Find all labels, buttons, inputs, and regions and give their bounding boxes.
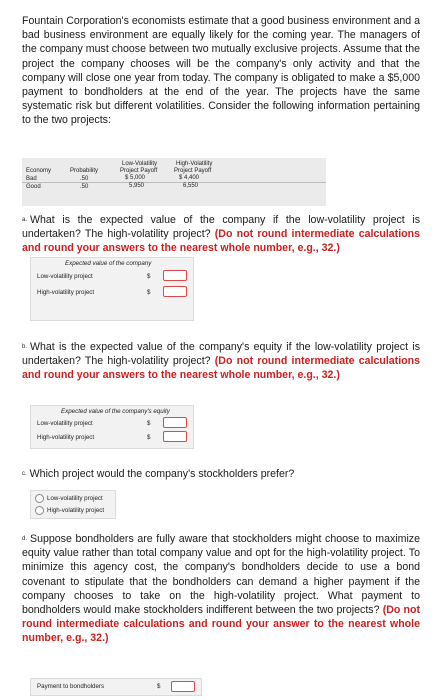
question-c-marker: c. <box>22 471 27 477</box>
header-probability: Probability <box>70 168 99 174</box>
question-a-marker: a. <box>22 217 28 223</box>
header-low-line2: Project Payoff <box>120 168 158 174</box>
row-bad-low: $ 5,000 <box>125 175 146 181</box>
row-good-economy: Good <box>26 184 41 190</box>
question-d-instruction: (Do not round intermediate calculations and round your answer to the nearest whole number, e.g., 32.) <box>22 604 420 645</box>
question-a-instruction: (Do not round intermediate calculations and round your answers to the nearest whole number, e.g., 32.) <box>22 228 420 255</box>
answer-b-low-currency: $ <box>147 420 151 427</box>
answer-box-b-caption: Expected value of the company's equity <box>61 408 170 415</box>
answer-b-high-input[interactable] <box>163 431 187 442</box>
question-d-text: Suppose bondholders are fully aware that stockholders might choose to maximize equity value rather than total company value and opt for the high-volatility project. To minimize this agency cost, the company's bondholders decide to use a bond covenant to stipulate that the bondholders can demand a higher payment if the company chooses to take on the high-volatility project. What payment to bondholders would make stockholders indifferent between the two projects? <box>22 533 420 617</box>
answer-d-label: Payment to bondholders <box>37 683 105 690</box>
question-a <box>22 213 420 256</box>
answer-b-high-currency: $ <box>147 434 151 441</box>
radio-circle-icon[interactable] <box>35 506 44 515</box>
answer-b-high-label: High-volatility project <box>37 434 95 441</box>
question-c-text: Which project would the company's stockholders prefer? <box>29 468 295 480</box>
question-b-marker: b. <box>22 344 28 350</box>
answer-a-high-currency: $ <box>147 289 151 296</box>
answer-box-b <box>30 405 194 449</box>
answer-b-low-input[interactable] <box>163 417 187 428</box>
radio-high-label: High-volatility project <box>47 507 105 515</box>
intro-paragraph: Fountain Corporation's economists estimate that a good business environment and a bad business environment are equally likely for the coming year. The managers of the company must choose between two mutually exclusive projects. Assume that the project the company chooses will be the company's only activity and that the company will close one year from today. The company is obligated to make a $5,000 payment to bondholders at the end of the year. The projects have the same systematic risk but different volatilities. Consider the following information pertaining to the two projects: <box>22 15 420 127</box>
answer-d-input[interactable] <box>171 681 195 692</box>
answer-box-d <box>30 678 202 696</box>
radio-circle-icon[interactable] <box>35 494 44 503</box>
answer-a-low-label: Low-volatility project <box>37 273 93 280</box>
project-info-table <box>22 158 326 206</box>
question-b-instruction: (Do not round intermediate calculations and round your answers to the nearest whole number, e.g., 32.) <box>22 355 420 382</box>
question-a-text: What is the expected value of the company if the low-volatility project is undertaken? The high-volatility project? <box>22 214 420 241</box>
radio-low-label: Low-volatility project <box>47 495 103 503</box>
question-b <box>22 340 420 383</box>
radio-option-high-volatility[interactable] <box>35 506 104 515</box>
answer-box-a-caption: Expected value of the company <box>65 260 152 267</box>
answer-b-low-label: Low-volatility project <box>37 420 93 427</box>
answer-a-low-input[interactable] <box>163 270 187 281</box>
row-bad-economy: Bad <box>26 176 37 182</box>
header-divider <box>22 182 326 183</box>
row-good-high: 6,550 <box>183 183 199 189</box>
row-bad-high: $ 4,400 <box>179 175 200 181</box>
question-c <box>22 467 420 481</box>
question-d-marker: d. <box>22 536 28 542</box>
row-bad-probability: .50 <box>80 176 89 182</box>
answer-box-a <box>30 257 194 321</box>
row-good-low: 5,950 <box>129 183 145 189</box>
header-low-line1: Low-Volatility <box>122 161 158 167</box>
project-choice-radio-group <box>30 490 116 519</box>
question-b-text: What is the expected value of the company's equity if the low-volatility project is undertaken? The high-volatility project? <box>22 341 420 368</box>
header-high-line1: High-Volatility <box>176 161 213 167</box>
row-good-probability: .50 <box>80 184 89 190</box>
answer-d-currency: $ <box>157 683 161 690</box>
header-economy: Economy <box>26 168 52 174</box>
answer-a-low-currency: $ <box>147 273 151 280</box>
answer-a-high-input[interactable] <box>163 286 187 297</box>
radio-option-low-volatility[interactable] <box>35 494 103 503</box>
question-d <box>22 532 420 646</box>
header-high-line2: Project Payoff <box>174 168 212 174</box>
answer-a-high-label: High-volatility project <box>37 289 95 296</box>
